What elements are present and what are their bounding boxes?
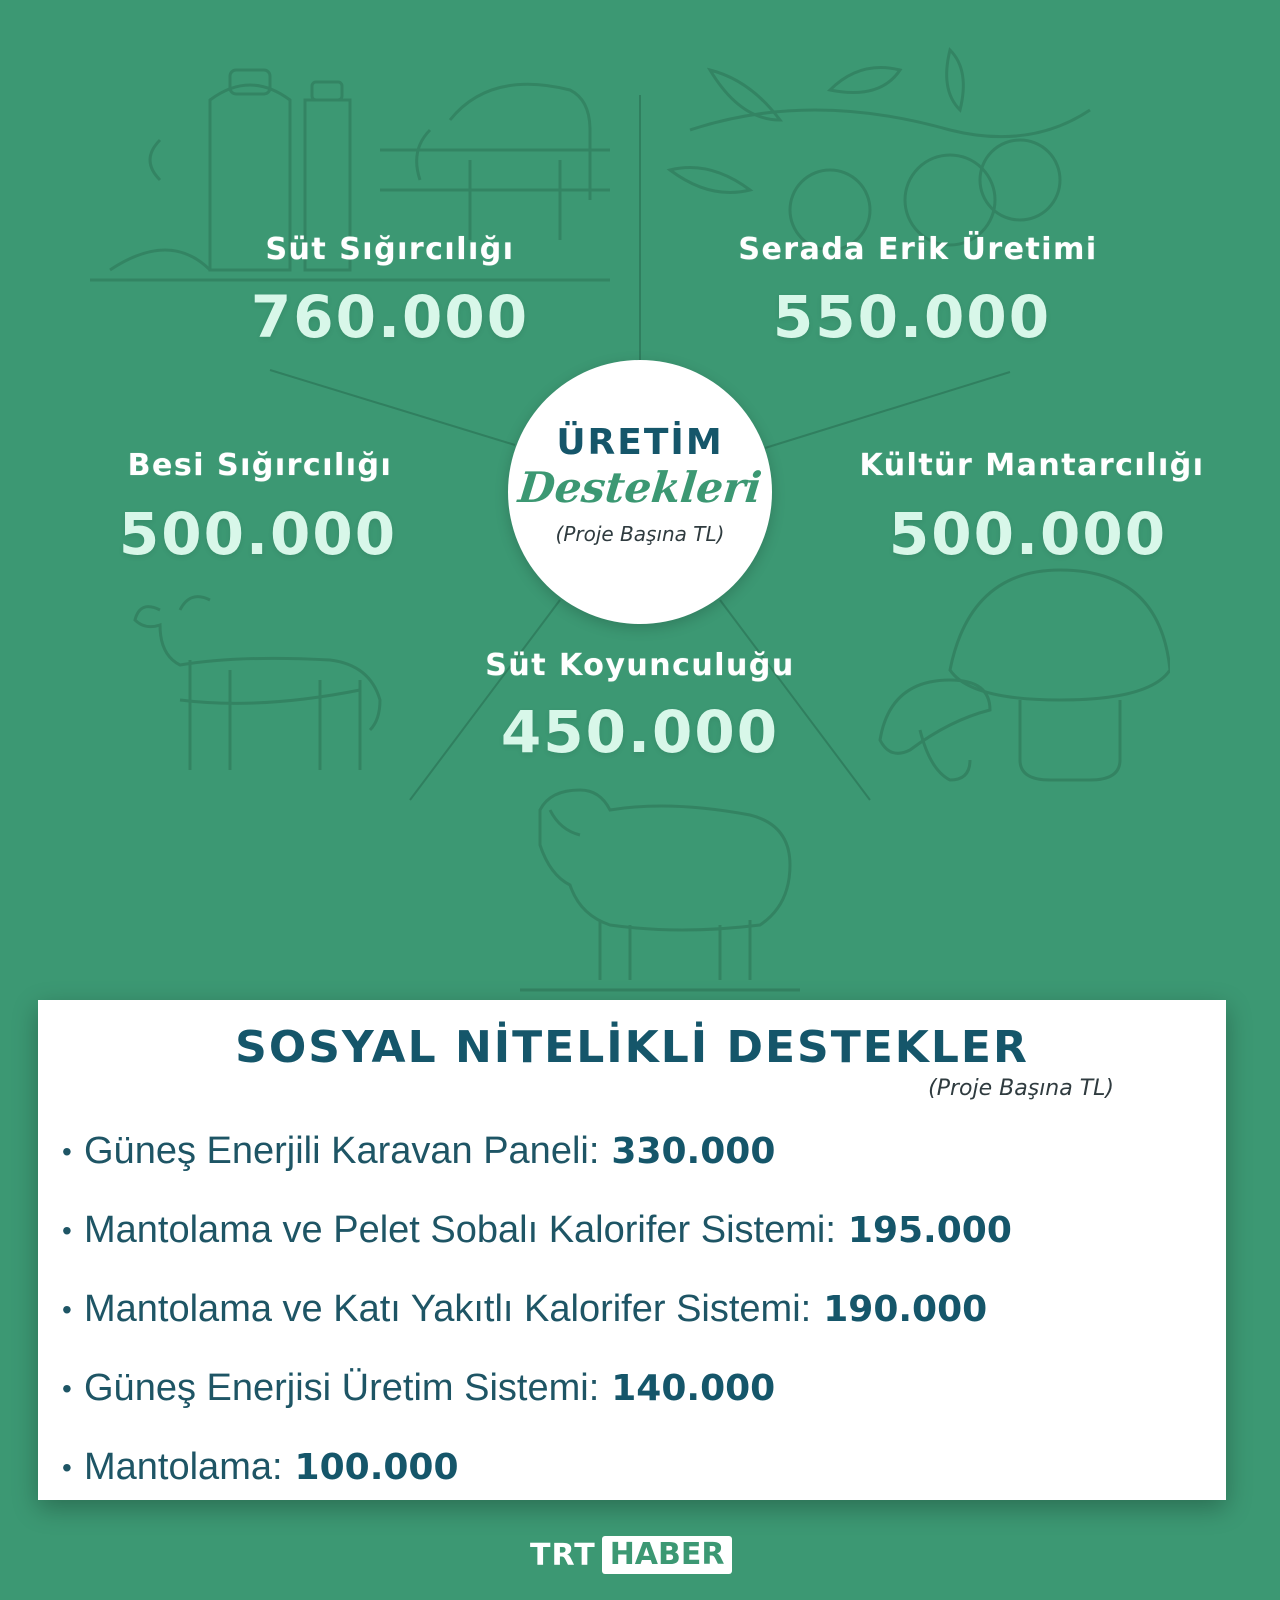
bullet-icon: •: [62, 1135, 72, 1167]
item-value: 140.000: [611, 1368, 776, 1409]
center-subtitle: (Proje Başına TL): [555, 522, 725, 546]
list-item: [62, 1428, 1212, 1507]
category-label-kultur-mantarciligi: Kültür Mantarcılığı: [859, 448, 1205, 483]
item-value: 330.000: [611, 1131, 776, 1172]
item-label: Mantolama ve Katı Yakıtlı Kalorifer Sistemi:: [84, 1288, 812, 1330]
category-value-sut-sigirciligi: 760.000: [250, 283, 530, 351]
logo-haber-text: HABER: [602, 1536, 733, 1574]
item-label: Güneş Enerjili Karavan Paneli:: [84, 1130, 600, 1172]
item-value: 195.000: [847, 1210, 1012, 1251]
cow-sketch-icon: [120, 580, 400, 790]
bullet-icon: •: [62, 1214, 72, 1246]
bullet-icon: •: [62, 1293, 72, 1325]
category-label-sut-sigirciligi: Süt Sığırcılığı: [265, 232, 515, 267]
sheep-sketch-icon: [520, 770, 800, 1000]
item-value: 100.000: [294, 1447, 459, 1488]
category-value-kultur-mantarciligi: 500.000: [888, 500, 1168, 568]
panel-subtitle: (Proje Başına TL): [928, 1076, 1114, 1101]
item-label: Mantolama:: [84, 1446, 283, 1488]
list-item: [62, 1349, 1212, 1428]
bullet-icon: •: [62, 1451, 72, 1483]
bullet-icon: •: [62, 1372, 72, 1404]
center-title: ÜRETİM: [556, 422, 724, 463]
list-item: [62, 1270, 1212, 1349]
item-label: Mantolama ve Pelet Sobalı Kalorifer Sistemi:: [84, 1209, 836, 1251]
category-value-besi-sigirciligi: 500.000: [118, 500, 398, 568]
center-badge: [508, 360, 772, 624]
trt-haber-logo: [530, 1535, 732, 1575]
category-label-serada-erik: Serada Erik Üretimi: [738, 232, 1098, 267]
list-item: [62, 1112, 1212, 1191]
social-supports-panel: [38, 1000, 1226, 1500]
list-item: [62, 1191, 1212, 1270]
category-label-sut-koyunculugu: Süt Koyunculuğu: [485, 648, 795, 683]
item-value: 190.000: [823, 1289, 988, 1330]
category-value-sut-koyunculugu: 450.000: [500, 698, 780, 766]
item-label: Güneş Enerjisi Üretim Sistemi:: [84, 1367, 600, 1409]
category-label-besi-sigirciligi: Besi Sığırcılığı: [127, 448, 393, 483]
mushroom-sketch-icon: [870, 560, 1170, 820]
social-support-list: [62, 1112, 1212, 1507]
plum-branch-sketch-icon: [650, 30, 1110, 250]
logo-trt-text: TRT: [530, 1537, 596, 1573]
center-script-title: Destekleri: [516, 463, 764, 512]
category-value-serada-erik: 550.000: [772, 283, 1052, 351]
panel-title: SOSYAL NİTELİKLİ DESTEKLER: [235, 1022, 1029, 1073]
